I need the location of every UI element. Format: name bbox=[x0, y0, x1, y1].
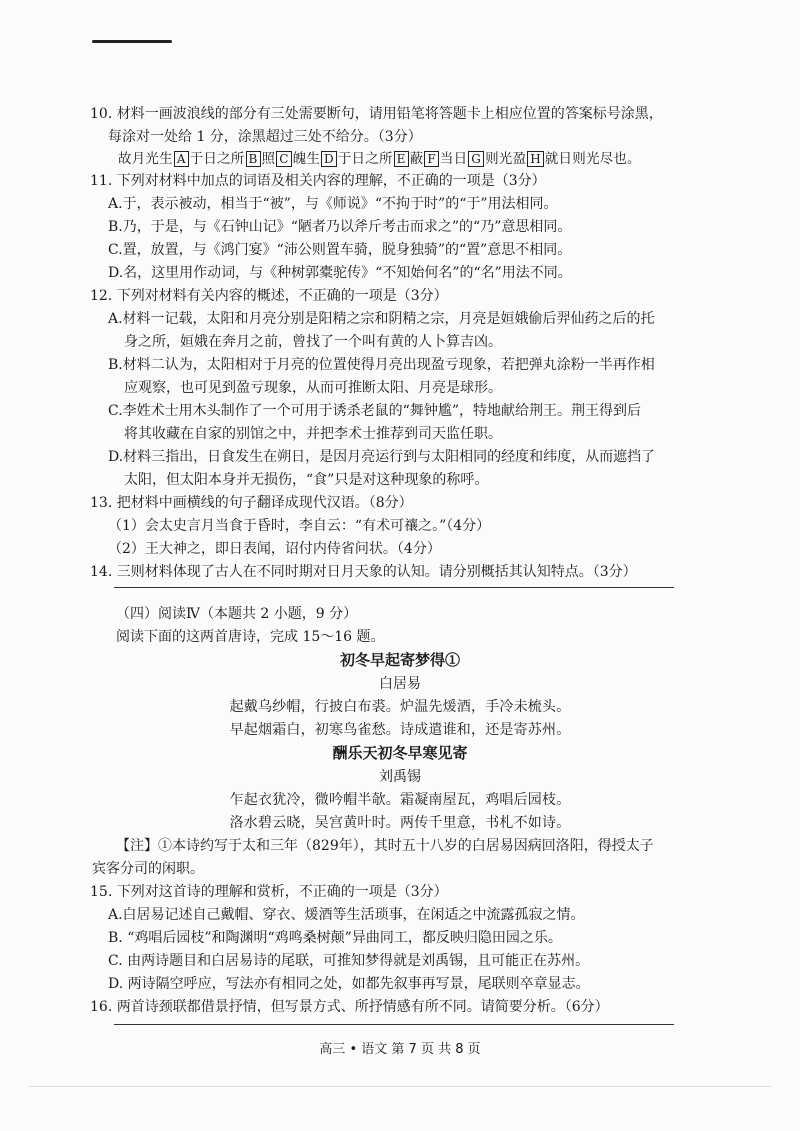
q11-option-d[interactable]: D.名，这里用作动词，与《种树郭橐驼传》“不知始何名”的“名”用法不同。 bbox=[108, 265, 572, 281]
q10-seg: 于日之所 bbox=[337, 151, 393, 167]
q10-seg: 故月光生 bbox=[118, 151, 173, 167]
q12-option-c[interactable]: C.李姓术士用木头制作了一个可用于诱杀老鼠的“舞钟尴”，特地献给荆王。荆王得到后 bbox=[108, 403, 641, 419]
q10-passage bbox=[118, 150, 641, 168]
poem1-title: 初冬早起寄梦得① bbox=[339, 651, 460, 669]
answer-line bbox=[114, 1024, 674, 1025]
poem1-line-2: 早起烟霜白，初寒鸟雀愁。诗成遣谁和，还是寄苏州。 bbox=[229, 722, 571, 738]
q12-option-a[interactable]: A.材料一记载，太阳和月亮分别是阳精之宗和阴精之宗，月亮是姮娥偷后羿仙药之后的托 bbox=[108, 311, 655, 327]
poem-note-line2: 宾客分司的闲职。 bbox=[92, 861, 204, 877]
q10-seg: 照 bbox=[261, 151, 276, 167]
q10-seg: 则光盈 bbox=[485, 151, 527, 167]
q10-box-d[interactable]: D bbox=[321, 151, 337, 167]
q15-option-d[interactable]: D. 两诗隔空呼应，写法亦有相同之处，如都先叙事再写景，尾联则卒章显志。 bbox=[108, 976, 590, 992]
poem2-author: 刘禹锡 bbox=[379, 769, 421, 785]
q11-option-c[interactable]: C.置，放置，与《鸿门宴》“沛公则置车骑，脱身独骑”的“置”意思不相同。 bbox=[108, 242, 572, 258]
q10-box-f[interactable]: F bbox=[424, 151, 439, 167]
page-footer: 高三 • 语文 第 7 页 共 8 页 bbox=[319, 1042, 481, 1057]
q10-box-h[interactable]: H bbox=[527, 151, 544, 167]
q10-box-a[interactable]: A bbox=[174, 151, 189, 167]
q12-option-b[interactable]: B.材料二认为，太阳相对于月亮的位置使得月亮出现盈亏现象，若把弹丸涂粉一半再作相 bbox=[108, 357, 655, 373]
q14-stem: 14. 三则材料体现了古人在不同时期对日月天象的认知。请分别概括其认知特点。（3分） bbox=[90, 564, 637, 580]
q15-stem: 15. 下列对这首诗的理解和赏析，不正确的一项是（3分） bbox=[90, 884, 448, 900]
q15-option-a[interactable]: A.白居易记述自己戴帽、穿衣、煖酒等生活琐事，在闲适之中流露孤寂之情。 bbox=[108, 907, 585, 923]
q12-option-b-cont: 应观察，也可见到盈亏现象，从而可推断太阳、月亮是球形。 bbox=[124, 380, 502, 396]
poem1-author: 白居易 bbox=[379, 676, 421, 692]
q12-option-d-cont: 太阳，但太阳本身并无损伤，“食”只是对这种现象的称呼。 bbox=[124, 472, 489, 488]
q10-line2: 每涂对一处给 1 分，涂黑超过三处不给分。（3分） bbox=[108, 129, 422, 145]
q13-sentence-1: （1）会太史言月当食于昏时，李自云：“有术可禳之。”（4分） bbox=[108, 518, 491, 534]
q10-seg: 于日之所 bbox=[189, 151, 245, 167]
q10-seg: 当日 bbox=[439, 151, 468, 167]
q15-option-b[interactable]: B. “鸡唱后园枝”和陶渊明“鸡鸣桑树颠”异曲同工，都反映归隐田园之乐。 bbox=[108, 930, 562, 946]
top-ink-mark bbox=[92, 40, 172, 43]
q12-option-a-cont: 身之所，姮娥在奔月之前，曾找了一个叫有黄的人卜算吉凶。 bbox=[124, 334, 502, 350]
q10-box-b[interactable]: B bbox=[246, 151, 261, 167]
q11-option-b[interactable]: B.乃，于是，与《石钟山记》“陋者乃以斧斤考击而求之”的“乃”意思相同。 bbox=[108, 219, 572, 235]
q10-seg: 魄生 bbox=[292, 151, 321, 167]
q16-stem: 16. 两首诗颈联都借景抒情，但写景方式、所抒情感有所不同。请简要分析。（6分） bbox=[90, 999, 609, 1015]
poem-note-line1: 【注】①本诗约写于太和三年（829年），其时五十八岁的白居易因病回洛阳，得授太子 bbox=[116, 838, 654, 854]
q12-stem: 12. 下列对材料有关内容的概述，不正确的一项是（3分） bbox=[90, 288, 448, 304]
section4-intro: 阅读下面的这两首唐诗，完成 15～16 题。 bbox=[116, 629, 385, 645]
q13-sentence-2: （2）王大神之，即日表闻，诏付内侍省问状。（4分） bbox=[108, 541, 441, 557]
q10-box-g[interactable]: G bbox=[468, 151, 484, 167]
q12-option-c-cont: 将其收藏在自家的别馆之中，并把李术士推荐到司天监任职。 bbox=[124, 426, 502, 442]
poem2-line-1: 乍起衣犹冷，微吟帽半欹。霜凝南屋瓦，鸡唱后园枝。 bbox=[229, 792, 571, 808]
poem2-title: 酬乐天初冬早寒见寄 bbox=[332, 744, 468, 762]
q12-option-d[interactable]: D.材料三指出，日食发生在朔日，是因月亮运行到与太阳相同的经度和纬度，从而遮挡了 bbox=[108, 449, 656, 465]
section4-heading: （四）阅读Ⅳ（本题共 2 小题，9 分） bbox=[116, 606, 358, 622]
q15-option-c[interactable]: C. 由两诗题目和白居易诗的尾联，可推知梦得就是刘禹锡，且可能正在苏州。 bbox=[108, 953, 590, 969]
q13-stem: 13. 把材料中画横线的句子翻译成现代汉语。（8分） bbox=[90, 495, 413, 511]
q10-seg: 蔽 bbox=[409, 151, 424, 167]
q11-stem: 11. 下列对材料中加点的词语及相关内容的理解，不正确的一项是（3分） bbox=[90, 173, 546, 189]
page-bottom-edge bbox=[28, 1086, 772, 1087]
q10-line1: 10. 材料一画波浪线的部分有三处需要断句，请用铅笔将答题卡上相应位置的答案标号涂黑， bbox=[90, 106, 663, 122]
answer-line bbox=[114, 587, 674, 588]
q10-box-c[interactable]: C bbox=[276, 151, 291, 167]
q10-box-e[interactable]: E bbox=[394, 151, 409, 167]
q11-option-a[interactable]: A.于，表示被动，相当于“被”，与《师说》“不拘于时”的“于”用法相同。 bbox=[108, 196, 558, 212]
poem1-line-1: 起戴乌纱帽，行披白布裘。炉温先煖酒，手冷未梳头。 bbox=[229, 699, 571, 715]
q10-seg: 就日则光尽也。 bbox=[544, 151, 641, 167]
poem2-line-2: 洛水碧云晓，吴宫黄叶时。两传千里意，书札不如诗。 bbox=[229, 815, 571, 831]
